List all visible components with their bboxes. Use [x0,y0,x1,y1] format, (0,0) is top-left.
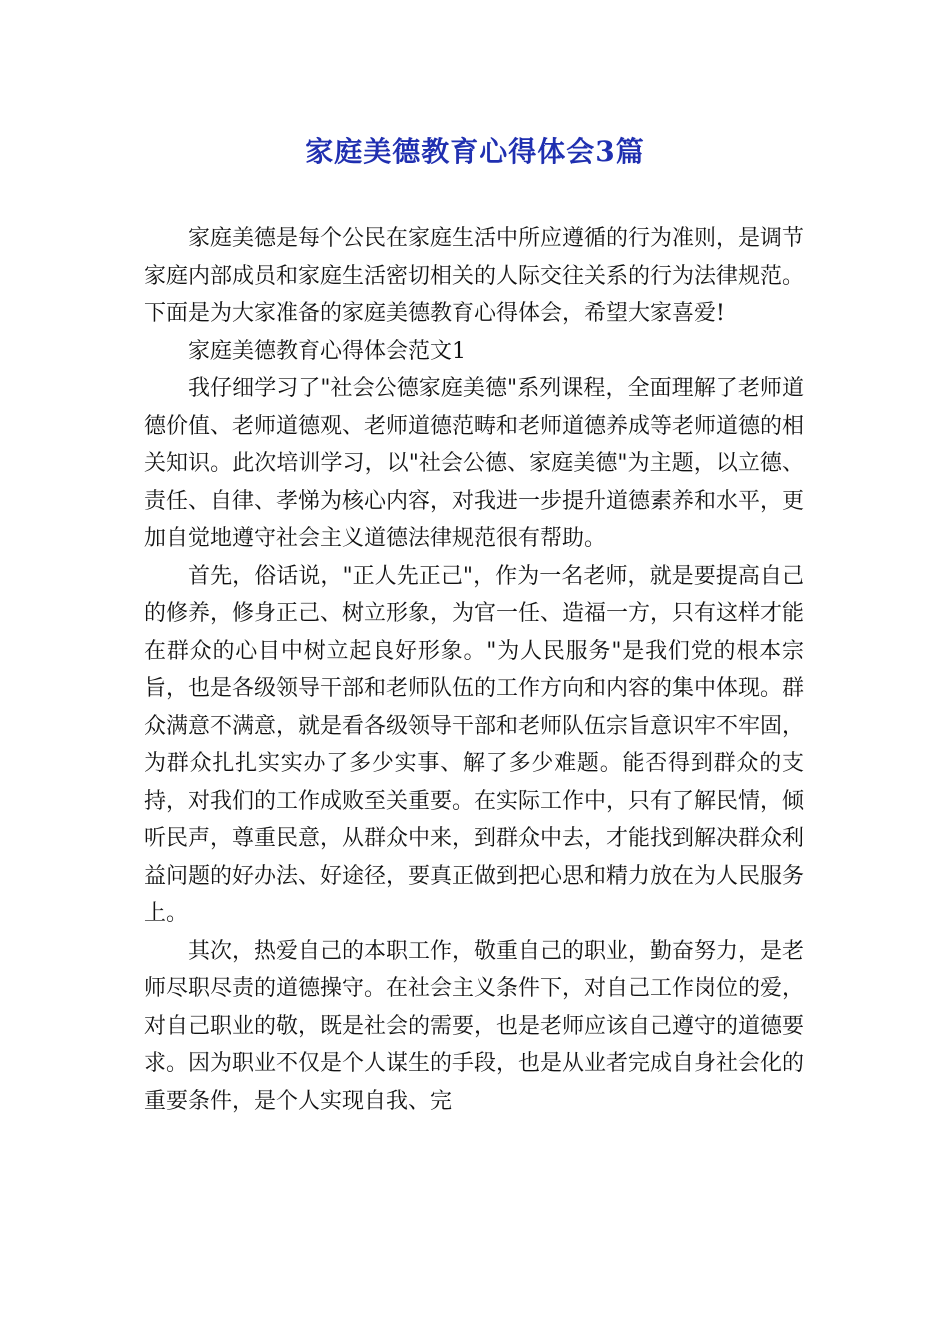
body-paragraph: 其次，热爱自己的本职工作，敬重自己的职业，勤奋努力，是老师尽职尽责的道德操守。在社会主义条件下，对自己工作岗位的爱，对自己职业的敬，既是社会的需要，也是老师应该自己遵守的道德要求。因为职业不仅是个人谋生的手段，也是从业者完成自身社会化的重要条件，是个人实现自我、完 [144,938,805,1114]
document-body [144,220,804,1120]
body-paragraph: 首先，俗话说，"正人先正己"，作为一名老师，就是要提高自己的修养，修身正己、树立形象，为官一任、造福一方，只有这样才能在群众的心目中树立起良好形象。"为人民服务"是我们党的根本宗旨，也是各级领导干部和老师队伍的工作方向和内容的集中体现。群众满意不满意，就是看各级领导干部和老师队伍宗旨意识牢不牢固，为群众扎扎实实办了多少实事、解了多少难题。能否得到群众的支持，对我们的工作成败至关重要。在实际工作中，只有了解民情，倾听民声，尊重民意，从群众中来，到群众中去，才能找到解决群众利益问题的好办法、好途径，要真正做到把心思和精力放在为人民服务上。 [144,563,805,926]
body-paragraph: 我仔细学习了"社会公德家庭美德"系列课程，全面理解了老师道德价值、老师道德观、老师道德范畴和老师道德养成等老师道德的相关知识。此次培训学习，以"社会公德、家庭美德"为主题，以立德、责任、自律、孝悌为核心内容，对我进一步提升道德素养和水平，更加自觉地遵守社会主义道德法律规范很有帮助。 [144,376,805,551]
document-title: 家庭美德教育心得体会3篇 [305,135,645,168]
section-heading: 家庭美德教育心得体会范文1 [188,338,466,364]
intro-paragraph: 家庭美德是每个公民在家庭生活中所应遵循的行为准则，是调节家庭内部成员和家庭生活密切相关的人际交往关系的行为法律规范。下面是为大家准备的家庭美德教育心得体会，希望大家喜爱! [144,226,805,326]
